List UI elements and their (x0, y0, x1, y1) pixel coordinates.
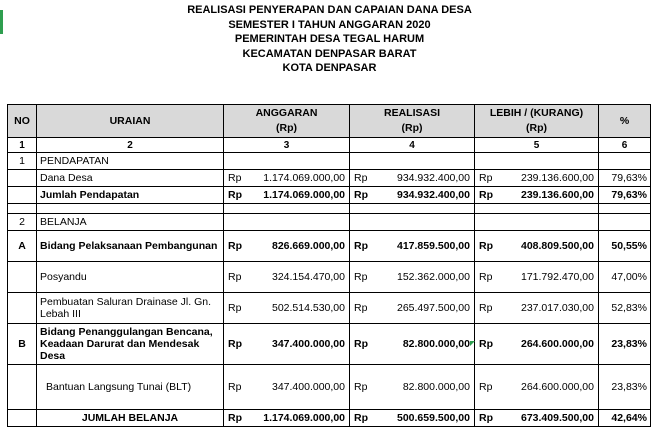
column-number-row (8, 138, 651, 153)
title-line-1: REALISASI PENYERAPAN DAN CAPAIAN DANA DESA (187, 4, 472, 16)
currency-label: Rp (475, 410, 499, 427)
anggaran-value: 347.400.000,00 (248, 365, 350, 410)
currency-label: Rp (350, 365, 374, 410)
currency-label: Rp (350, 170, 374, 187)
row-label: Jumlah Pendapatan (37, 187, 224, 204)
lebih-value: 264.600.000,00 (499, 324, 599, 365)
row-label: Bantuan Langsung Tunai (BLT) (37, 365, 224, 410)
realisasi-value: 82.800.000,00 (374, 324, 475, 365)
currency-label: Rp (475, 324, 499, 365)
col-header-anggaran: ANGGARAN (Rp) (224, 105, 350, 138)
title-line-4: KECAMATAN DENPASAR BARAT (242, 47, 417, 60)
anggaran-value: 1.174.069.000,00 (248, 410, 350, 427)
currency-label: Rp (224, 410, 248, 427)
realisasi-value: 934.932.400,00 (374, 170, 475, 187)
percent-value: 23,83% (599, 324, 651, 365)
row-label: BELANJA (37, 214, 224, 231)
title-line-5: KOTA DENPASAR (282, 62, 377, 74)
lebih-value: 673.409.500,00 (499, 410, 599, 427)
currency-label: Rp (350, 231, 374, 262)
report-header (0, 3, 659, 76)
realisasi-value: 500.659.500,00 (374, 410, 475, 427)
table-row-posyandu (8, 262, 651, 293)
currency-label: Rp (224, 262, 248, 293)
row-label: Bidang Pelaksanaan Pembangunan (37, 231, 224, 262)
col-header-realisasi: REALISASI (Rp) (350, 105, 475, 138)
table-row-blt (8, 365, 651, 410)
row-label: Pembuatan Saluran Drainase Jl. Gn. Lebah III (37, 293, 224, 324)
anggaran-value: 1.174.069.000,00 (248, 170, 350, 187)
col-header-lebih: LEBIH / (KURANG) (Rp) (475, 105, 599, 138)
row-no: A (8, 231, 37, 262)
percent-value: 47,00% (599, 262, 651, 293)
currency-label: Rp (224, 365, 248, 410)
currency-label: Rp (350, 187, 374, 204)
table-row-bidang-a (8, 231, 651, 262)
row-label: Posyandu (37, 262, 224, 293)
col-number: 6 (599, 138, 651, 153)
realisasi-value: 82.800.000,00 (374, 365, 475, 410)
table-row-bidang-b (8, 324, 651, 365)
title-line-3: PEMERINTAH DESA TEGAL HARUM (234, 33, 425, 45)
anggaran-value: 826.669.000,00 (248, 231, 350, 262)
col-number: 5 (475, 138, 599, 153)
col-header-uraian: URAIAN (37, 105, 224, 138)
lebih-value: 264.600.000,00 (499, 365, 599, 410)
currency-label: Rp (224, 187, 248, 204)
col-number: 1 (8, 138, 37, 153)
anggaran-value: 1.174.069.000,00 (248, 187, 350, 204)
currency-label: Rp (350, 262, 374, 293)
percent-value: 79,63% (599, 170, 651, 187)
anggaran-value: 502.514.530,00 (248, 293, 350, 324)
currency-label: Rp (350, 410, 374, 427)
col-header-percent: % (599, 105, 651, 138)
realisasi-value: 265.497.500,00 (374, 293, 475, 324)
currency-label: Rp (350, 324, 374, 365)
currency-label: Rp (475, 231, 499, 262)
cell-comment-marker (470, 341, 475, 346)
spacer-row (8, 204, 651, 214)
currency-label: Rp (224, 293, 248, 324)
col-number: 4 (350, 138, 475, 153)
lebih-value: 237.017.030,00 (499, 293, 599, 324)
col-number: 2 (37, 138, 224, 153)
lebih-value: 239.136.600,00 (499, 187, 599, 204)
table-row-belanja (8, 214, 651, 231)
percent-value: 52,83% (599, 293, 651, 324)
table-row-jumlah-belanja (8, 410, 651, 427)
table-row-jumlah-pendapatan (8, 187, 651, 204)
lebih-value: 239.136.600,00 (499, 170, 599, 187)
row-no: 1 (8, 153, 37, 170)
realisasi-value: 152.362.000,00 (374, 262, 475, 293)
currency-label: Rp (475, 187, 499, 204)
percent-value: 23,83% (599, 365, 651, 410)
row-label: Bidang Penanggulangan Bencana, Keadaan Darurat dan Mendesak Desa (37, 324, 224, 365)
table-row-dana-desa (8, 170, 651, 187)
anggaran-value: 347.400.000,00 (248, 324, 350, 365)
table-row-drainase (8, 293, 651, 324)
table-row-pendapatan (8, 153, 651, 170)
percent-value: 79,63% (599, 187, 651, 204)
row-label: PENDAPATAN (37, 153, 224, 170)
currency-label: Rp (224, 170, 248, 187)
percent-value: 50,55% (599, 231, 651, 262)
row-label: Dana Desa (37, 170, 224, 187)
currency-label: Rp (475, 365, 499, 410)
lebih-value: 171.792.470,00 (499, 262, 599, 293)
budget-table (7, 104, 651, 427)
anggaran-value: 324.154.470,00 (248, 262, 350, 293)
col-number: 3 (224, 138, 350, 153)
title-line-2: SEMESTER I TAHUN ANGGARAN 2020 (228, 18, 431, 31)
currency-label: Rp (224, 231, 248, 262)
percent-value: 42,64% (599, 410, 651, 427)
currency-label: Rp (475, 262, 499, 293)
lebih-value: 408.809.500,00 (499, 231, 599, 262)
row-no: B (8, 324, 37, 365)
realisasi-value: 934.932.400,00 (374, 187, 475, 204)
currency-label: Rp (350, 293, 374, 324)
col-header-no: NO (8, 105, 37, 138)
currency-label: Rp (475, 170, 499, 187)
realisasi-value: 417.859.500,00 (374, 231, 475, 262)
currency-label: Rp (475, 293, 499, 324)
row-no: 2 (8, 214, 37, 231)
row-label: JUMLAH BELANJA (37, 410, 224, 427)
currency-label: Rp (224, 324, 248, 365)
table-header-row (8, 105, 651, 138)
